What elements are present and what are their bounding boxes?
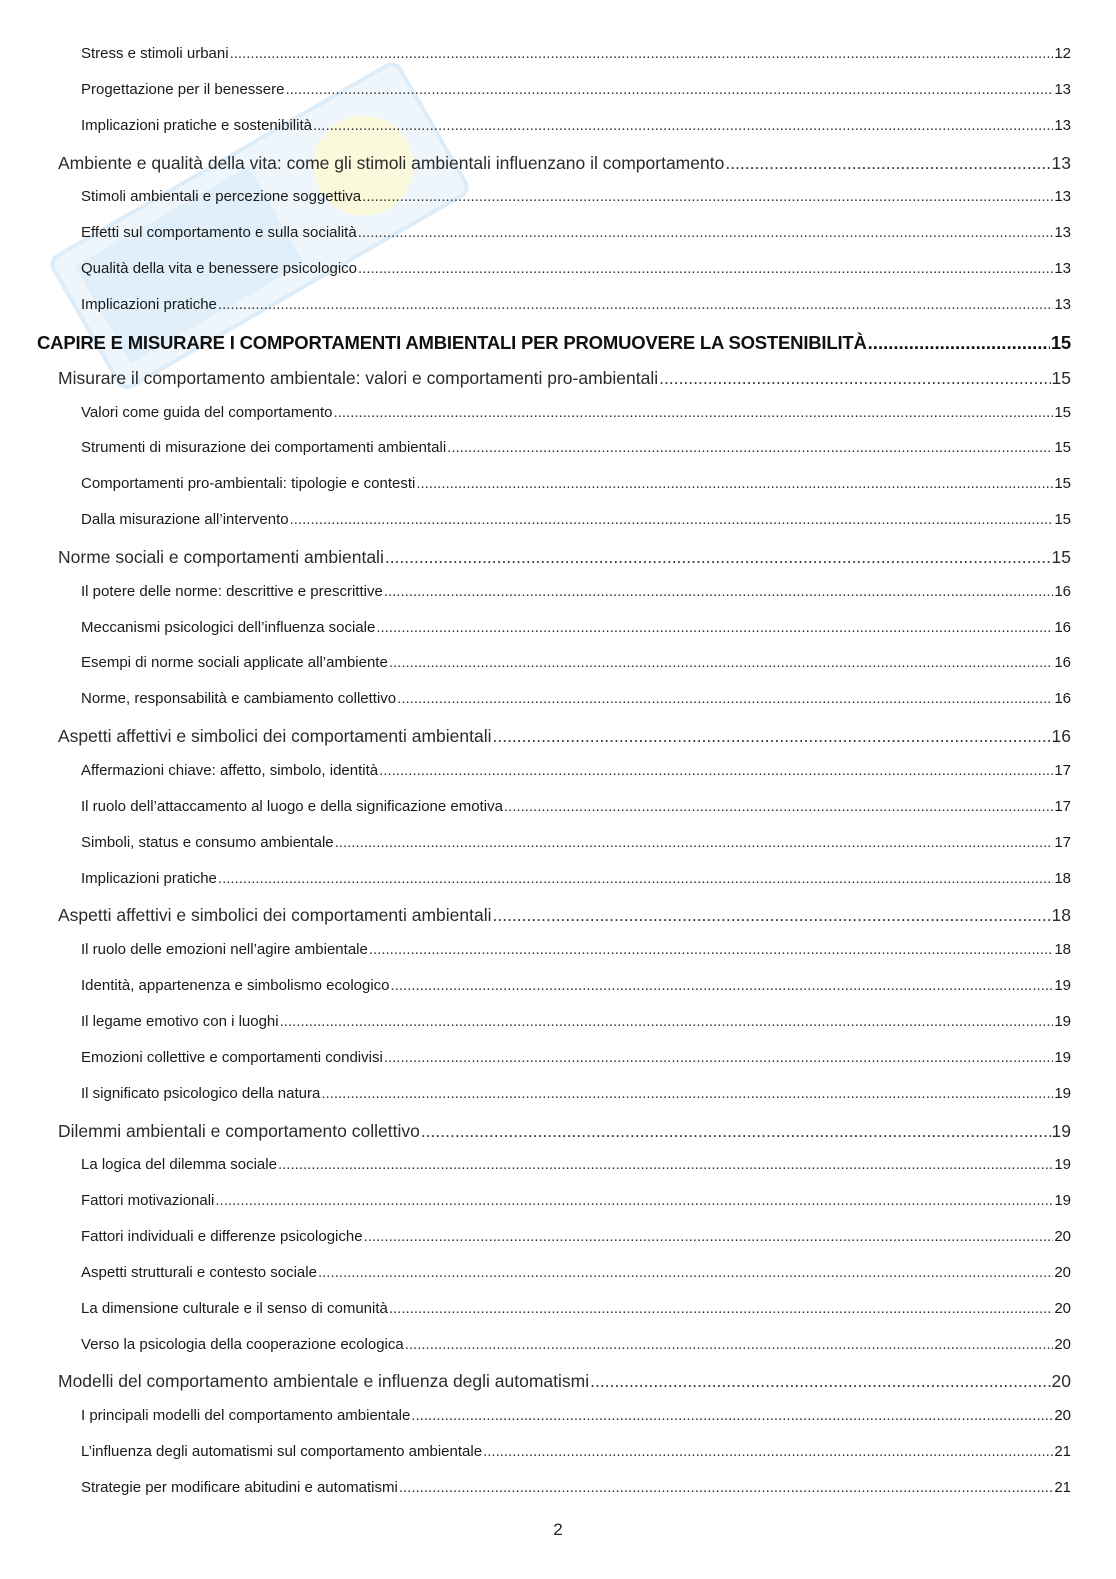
toc-dot-leader (399, 1479, 1053, 1496)
toc-entry-title: Il significato psicologico della natura (81, 1084, 321, 1102)
toc-dot-leader (389, 654, 1053, 671)
toc-dot-leader (379, 762, 1053, 779)
toc-entry-title: Il ruolo dell’attaccamento al luogo e della significazione emotiva (81, 797, 503, 815)
toc-entry-title: Stimoli ambientali e percezione soggettiva (81, 188, 362, 206)
toc-dot-leader (313, 117, 1053, 134)
toc-section[interactable] (58, 1121, 1071, 1142)
toc-dot-leader (290, 511, 1054, 528)
toc-dot-leader (411, 1407, 1053, 1424)
toc-entry-page: 19 (1054, 1156, 1071, 1174)
toc-subsection[interactable] (81, 117, 1071, 134)
toc-section[interactable] (58, 547, 1071, 568)
toc-dot-leader (416, 475, 1053, 492)
toc-dot-leader (405, 1336, 1054, 1353)
toc-entry-title: Implicazioni pratiche (81, 869, 217, 887)
toc-subsection[interactable] (81, 511, 1071, 528)
toc-subsection[interactable] (81, 1049, 1071, 1066)
toc-subsection[interactable] (81, 1443, 1071, 1460)
toc-section[interactable] (58, 1371, 1071, 1392)
toc-entry-title: CAPIRE E MISURARE I COMPORTAMENTI AMBIENTALI PER PROMUOVERE LA SOSTENIBILITÀ (37, 331, 867, 353)
toc-entry-page: 19 (1054, 977, 1071, 995)
toc-entry-title: Esempi di norme sociali applicate all’ambiente (81, 654, 388, 672)
toc-entry-title: Simboli, status e consumo ambientale (81, 833, 334, 851)
toc-dot-leader (358, 260, 1053, 277)
toc-subsection[interactable] (81, 941, 1071, 958)
toc-entry-title: Dalla misurazione all’intervento (81, 511, 289, 529)
toc-dot-leader (389, 1300, 1053, 1317)
toc-entry-page: 18 (1054, 941, 1071, 959)
toc-subsection[interactable] (81, 1013, 1071, 1030)
toc-entry-title: Aspetti affettivi e simbolici dei comportamenti ambientali (58, 905, 492, 926)
toc-dot-leader (334, 404, 1054, 421)
toc-dot-leader (492, 726, 1050, 747)
toc-entry-page: 13 (1054, 295, 1071, 313)
toc-entry-page: 15 (1054, 439, 1071, 457)
toc-entry-page: 21 (1054, 1443, 1071, 1461)
toc-dot-leader (362, 188, 1053, 205)
toc-entry-page: 19 (1054, 1012, 1071, 1030)
toc-dot-leader (492, 905, 1050, 926)
toc-entry-title: Strumenti di misurazione dei comportamenti ambientali (81, 439, 447, 457)
toc-subsection[interactable] (81, 1228, 1071, 1245)
toc-entry-title: Valori come guida del comportamento (81, 403, 333, 421)
toc-entry-page: 15 (1054, 511, 1071, 529)
toc-dot-leader (447, 439, 1053, 456)
toc-dot-leader (725, 153, 1050, 174)
toc-entry-title: Fattori individuali e differenze psicologiche (81, 1228, 363, 1246)
toc-subsection[interactable] (81, 619, 1071, 636)
toc-dot-leader (280, 1013, 1054, 1030)
toc-entry-page: 19 (1054, 1192, 1071, 1210)
toc-subsection[interactable] (81, 1300, 1071, 1317)
toc-entry-page: 16 (1054, 582, 1071, 600)
toc-entry-page: 15 (1051, 367, 1071, 388)
toc-entry-title: Progettazione per il benessere (81, 80, 285, 98)
toc-entry-page: 13 (1051, 152, 1071, 173)
toc-entry-title: Modelli del comportamento ambientale e influenza degli automatismi (58, 1371, 590, 1392)
toc-entry-page: 21 (1054, 1479, 1071, 1496)
toc-entry-title: Misurare il comportamento ambientale: valori e comportamenti pro-ambientali (58, 367, 659, 388)
toc-dot-leader (391, 977, 1054, 994)
toc-dot-leader (285, 81, 1053, 98)
toc-dot-leader (376, 619, 1053, 636)
toc-subsection[interactable] (81, 1479, 1071, 1496)
toc-dot-leader (385, 547, 1051, 568)
toc-dot-leader (318, 1264, 1053, 1281)
toc-dot-leader (218, 296, 1053, 313)
toc-section[interactable] (58, 905, 1071, 926)
toc-entry-page: 20 (1054, 1407, 1071, 1425)
toc-entry-title: Meccanismi psicologici dell’influenza sociale (81, 618, 376, 636)
toc-entry-page: 20 (1054, 1228, 1071, 1246)
toc-dot-leader (397, 690, 1053, 707)
toc-entry-page: 16 (1054, 654, 1071, 672)
toc-dot-leader (590, 1371, 1050, 1392)
toc-entry-page: 20 (1054, 1335, 1071, 1353)
toc-entry-title: Aspetti strutturali e contesto sociale (81, 1263, 317, 1281)
toc-entry-title: Verso la psicologia della cooperazione ecologica (81, 1335, 404, 1353)
toc-dot-leader (335, 834, 1054, 851)
toc-dot-leader (384, 583, 1054, 600)
toc-subsection[interactable] (81, 81, 1071, 98)
toc-dot-leader (358, 224, 1054, 241)
toc-entry-title: Effetti sul comportamento e sulla socialità (81, 224, 357, 242)
toc-entry-page: 13 (1054, 260, 1071, 278)
toc-subsection[interactable] (81, 1085, 1071, 1102)
toc-section[interactable] (58, 726, 1071, 747)
toc-entry-title: Il potere delle norme: descrittive e prescrittive (81, 582, 383, 600)
toc-entry-page: 13 (1054, 224, 1071, 242)
toc-dot-leader (868, 332, 1050, 354)
toc-subsection[interactable] (81, 1192, 1071, 1209)
toc-entry-page: 18 (1054, 869, 1071, 887)
page-number: 2 (553, 1520, 563, 1539)
toc-subsection[interactable] (81, 260, 1071, 277)
toc-entry-page: 16 (1054, 690, 1071, 708)
toc-entry-page: 15 (1054, 475, 1071, 493)
toc-subsection[interactable] (81, 798, 1071, 815)
toc-dot-leader (421, 1121, 1051, 1142)
toc-subsection[interactable] (81, 977, 1071, 994)
toc-entry-title: L’influenza degli automatismi sul comportamento ambientale (81, 1443, 483, 1461)
toc-entry-title: Aspetti affettivi e simbolici dei comportamenti ambientali (58, 726, 492, 747)
toc-entry-title: Stress e stimoli urbani (81, 45, 229, 62)
toc-subsection[interactable] (81, 224, 1071, 241)
toc-entry-title: Comportamenti pro-ambientali: tipologie e contesti (81, 475, 416, 493)
toc-subsection[interactable] (81, 583, 1071, 600)
toc-entry-page: 17 (1054, 797, 1071, 815)
toc-entry-page: 19 (1051, 1120, 1071, 1141)
toc-chapter[interactable] (37, 332, 1071, 354)
toc-entry-title: Qualità della vita e benessere psicologico (81, 260, 357, 278)
toc-subsection[interactable] (81, 404, 1071, 421)
toc-dot-leader (483, 1443, 1053, 1460)
toc-entry-title: Il ruolo delle emozioni nell’agire ambientale (81, 941, 368, 959)
toc-dot-leader (504, 798, 1053, 815)
toc-entry-title: Norme sociali e comportamenti ambientali (58, 546, 384, 567)
toc-subsection[interactable] (81, 296, 1071, 313)
toc-entry-title: Norme, responsabilità e cambiamento collettivo (81, 690, 397, 708)
toc-subsection[interactable] (81, 475, 1071, 492)
toc-entry-page: 18 (1051, 905, 1071, 926)
toc-dot-leader (230, 45, 1054, 62)
toc-entry-page: 13 (1054, 188, 1071, 206)
toc-subsection[interactable] (81, 439, 1071, 456)
toc-entry-page: 17 (1054, 833, 1071, 851)
toc-subsection[interactable] (81, 834, 1071, 851)
toc-entry-title: Emozioni collettive e comportamenti condivisi (81, 1048, 383, 1066)
toc-entry-title: Implicazioni pratiche e sostenibilità (81, 116, 312, 134)
toc-entry-title: Strategie per modificare abitudini e automatismi (81, 1479, 398, 1496)
toc-dot-leader (218, 870, 1053, 887)
toc-subsection[interactable] (81, 870, 1071, 887)
toc-entry-page: 20 (1051, 1371, 1071, 1392)
toc-subsection[interactable] (81, 1264, 1071, 1281)
toc-entry-page: 13 (1054, 80, 1071, 98)
toc-subsection[interactable] (81, 188, 1071, 205)
toc-dot-leader (321, 1085, 1053, 1102)
toc-dot-leader (384, 1049, 1054, 1066)
toc-entry-page: 19 (1054, 1048, 1071, 1066)
toc-subsection[interactable] (81, 654, 1071, 671)
toc-entry-title: Identità, appartenenza e simbolismo ecologico (81, 977, 390, 995)
toc-entry-title: Ambiente e qualità della vita: come gli stimoli ambientali influenzano il comportamento (58, 152, 725, 173)
toc-entry-title: Dilemmi ambientali e comportamento collettivo (58, 1120, 420, 1141)
toc-entry-title: Implicazioni pratiche (81, 295, 217, 313)
toc-entry-page: 20 (1054, 1299, 1071, 1317)
toc-section[interactable] (58, 153, 1071, 174)
toc-subsection[interactable] (81, 690, 1071, 707)
toc-entry-page: 15 (1051, 546, 1071, 567)
toc-dot-leader (215, 1192, 1053, 1209)
toc-entry-page: 12 (1054, 45, 1071, 62)
toc-entry-page: 16 (1051, 726, 1071, 747)
toc-entry-title: Affermazioni chiave: affetto, simbolo, identità (81, 762, 379, 779)
toc-section[interactable] (58, 368, 1071, 389)
toc-dot-leader (278, 1156, 1053, 1173)
toc-entry-page: 15 (1054, 403, 1071, 421)
toc-dot-leader (659, 368, 1050, 389)
toc-entry-page: 19 (1054, 1084, 1071, 1102)
toc-entry-page: 20 (1054, 1263, 1071, 1281)
toc-subsection[interactable] (81, 1407, 1071, 1424)
toc-subsection[interactable] (81, 762, 1071, 779)
toc-entry-title: La logica del dilemma sociale (81, 1156, 277, 1174)
toc-entry-title: I principali modelli del comportamento ambientale (81, 1407, 411, 1425)
toc-entry-page: 17 (1054, 762, 1071, 779)
toc-entry-title: Il legame emotivo con i luoghi (81, 1012, 279, 1030)
toc-entry-title: La dimensione culturale e il senso di comunità (81, 1299, 388, 1317)
toc-dot-leader (364, 1228, 1054, 1245)
toc-entry-page: 15 (1050, 331, 1071, 353)
toc-entry-title: Fattori motivazionali (81, 1192, 215, 1210)
toc-dot-leader (369, 941, 1053, 958)
toc-entry-page: 13 (1054, 116, 1071, 134)
toc-entry-page: 16 (1054, 618, 1071, 636)
toc-subsection[interactable] (81, 1336, 1071, 1353)
toc-subsection[interactable] (81, 45, 1071, 62)
toc-subsection[interactable] (81, 1156, 1071, 1173)
